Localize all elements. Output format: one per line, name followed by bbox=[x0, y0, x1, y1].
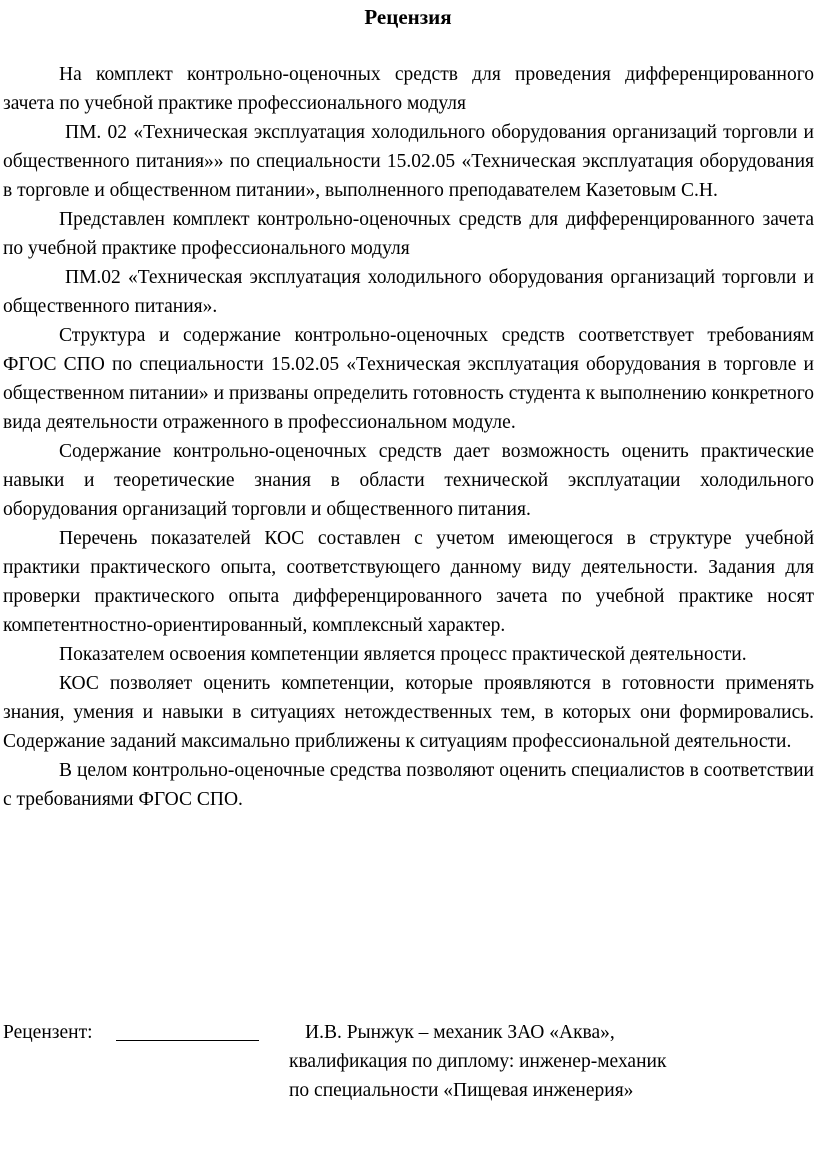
paragraph-content: Содержание контрольно-оценочных средств дает возможность оценить практические навыки и теоретические знания в области технической эксплуатации холодильного оборудования организаций торговли и общественного питания. bbox=[3, 441, 814, 520]
paragraph-presented: Представлен комплект контрольно-оценочных средств для дифференцированного зачета по учебной практике профессионального модуля bbox=[3, 209, 814, 259]
reviewer-specialty: по специальности «Пищевая инженерия» bbox=[289, 1080, 634, 1101]
reviewer-label: Рецензент: bbox=[3, 1022, 93, 1043]
reviewer-name: И.В. Рынжук – механик ЗАО «Аква», bbox=[305, 1022, 615, 1043]
reviewer-info bbox=[289, 1018, 666, 1105]
signature-line bbox=[116, 1040, 259, 1041]
document-title: Рецензия bbox=[364, 5, 452, 29]
reviewer-qualification: квалификация по диплому: инженер-механик bbox=[289, 1051, 667, 1072]
paragraph-module-1: ПМ. 02 «Техническая эксплуатация холодильного оборудования организаций торговли и общественного питания»» по специальности 15.02.05 «Техническая эксплуатация оборудования в торговле и общественном питании», выполненного преподавателем Казетовым С.Н. bbox=[3, 122, 814, 201]
paragraph-indicators: Перечень показателей КОС составлен с учетом имеющегося в структуре учебной практики практического опыта, соответствующего данному виду деятельности. Задания для проверки практического опыта дифференцированного зачета по учебной практике носят компетентностно-ориентированный, комплексный характер. bbox=[3, 528, 814, 636]
paragraph-competence: Показателем освоения компетенции является процесс практической деятельности. bbox=[59, 644, 747, 665]
paragraph-structure: Структура и содержание контрольно-оценочных средств соответствует требованиям ФГОС СПО по специальности 15.02.05 «Техническая эксплуатация оборудования в торговле и общественном питании» и призваны определить готовность студента к выполнению конкретного вида деятельности отраженного в профессиональном модуле. bbox=[3, 325, 814, 433]
paragraph-kos: КОС позволяет оценить компетенции, которые проявляются в готовности применять знания, умения и навыки в ситуациях нетождественных тем, в которых они формировались. Содержание заданий максимально приближены к ситуациям профессиональной деятельности. bbox=[3, 673, 814, 752]
paragraph-intro: На комплект контрольно-оценочных средств для проведения дифференцированного зачета по учебной практике профессионального модуля bbox=[3, 64, 814, 114]
paragraph-module-2: ПМ.02 «Техническая эксплуатация холодильного оборудования организаций торговли и общественного питания». bbox=[3, 267, 814, 317]
paragraph-conclusion: В целом контрольно-оценочные средства позволяют оценить специалистов в соответствии с требованиями ФГОС СПО. bbox=[3, 760, 814, 810]
document-body bbox=[3, 60, 814, 814]
